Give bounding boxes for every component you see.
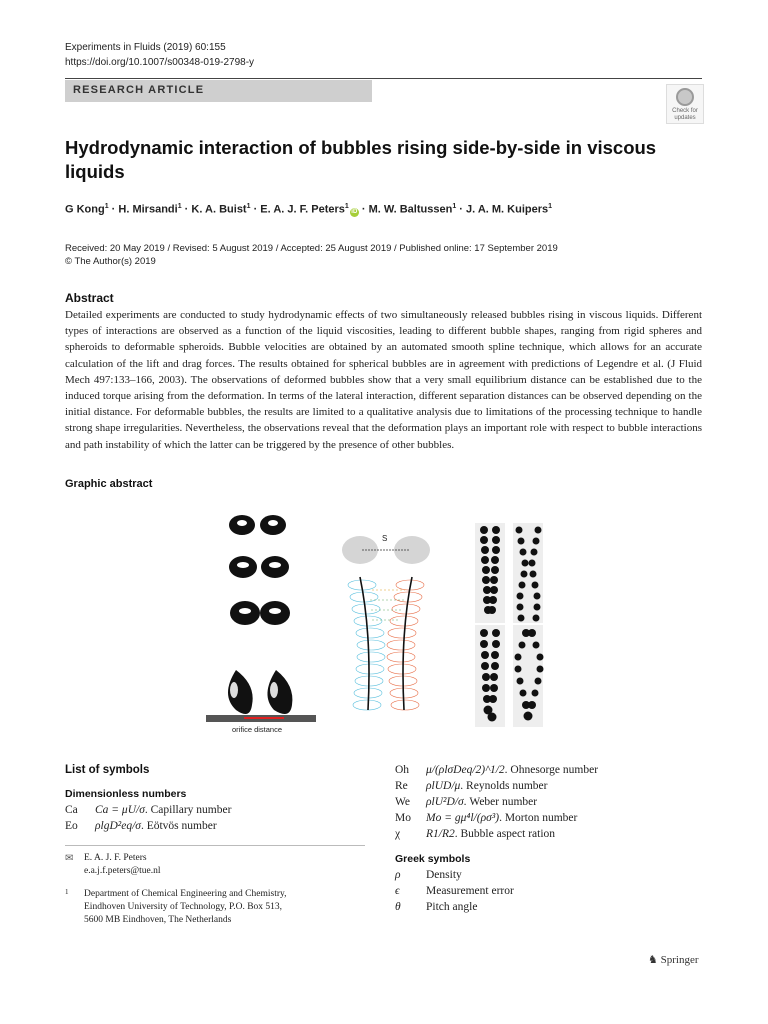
bubble-pairs-panel bbox=[206, 515, 316, 734]
abstract-text: Detailed experiments are conducted to study hydrodynamic effects of two simultaneously released bubbles rising in viscous liquids. Different types of interactions are observed as a function of the liquid viscosities, leading to different bubble shapes, ranging from rigid spheres and spheroids to deformable spheroids. Bubble velocities are obtained by an automated smooth spline technique, which allows for an accurate calculation of the lift and drag forces. The results obtained for spherical bubbles are in agreement with predictions of Legendre et al. (J Fluid Mech 497:133–166, 2003). The observations of deformed bubbles show that a very small equilibrium distance can be established due to the induced torque arising from the deformation. In terms of the lateral interaction, different separation distances can be observed depending on the initial distance. For deformable bubbles, the results are limited to a qualitative analysis due to limitations of the processing technique to handle strong shape irregularities. Nevertheless, the observations reveal that the deformation plays an important role with respect to bubble interactions and path instability of which the latter can be triggered by the presence of other bubbles. bbox=[65, 309, 702, 451]
journal-citation: Experiments in Fluids (2019) 60:155 bbox=[65, 42, 226, 53]
author-list: G Kong$^1$ · H. Mirsandi$^1$ · K. A. Buist$^1$ · E. A. J. F. Peters$^1$iD · M. W. Baltussen$^1$ · J. A. M. Kuipers$^1$ bbox=[65, 203, 553, 216]
symbol-row-re: Re ρlUD/μ. Reynolds number bbox=[395, 780, 548, 792]
symbol-row-mo: Mo Mo = gμ⁴l/(ρσ³). Morton number bbox=[395, 812, 578, 824]
author-name[interactable]: J. A. M. Kuipers bbox=[466, 203, 549, 216]
symbols-heading: List of symbols bbox=[65, 764, 150, 776]
symbol-row-ca: Ca Ca = μU/σ. Capillary number bbox=[65, 804, 232, 816]
author-name[interactable]: E. A. J. F. Peters bbox=[260, 203, 345, 216]
publisher-logo: ♞ Springer bbox=[648, 954, 699, 966]
symbol-row-we: We ρlU²D/σ. Weber number bbox=[395, 796, 538, 808]
author-name[interactable]: K. A. Buist bbox=[191, 203, 247, 216]
bubble-chain-panel bbox=[475, 523, 544, 727]
symbol-row-rho: ρ Density bbox=[395, 869, 462, 881]
symbol-row-epsilon: ϵ Measurement error bbox=[395, 885, 514, 897]
article-type-label: RESEARCH ARTICLE bbox=[73, 84, 205, 96]
publication-dates: Received: 20 May 2019 / Revised: 5 August 2019 / Accepted: 25 August 2019 / Published online: 17 September 2019 © The Author(s) 2019 bbox=[65, 243, 558, 267]
greek-heading: Greek symbols bbox=[395, 853, 471, 865]
author-name[interactable]: M. W. Baltussen bbox=[368, 203, 453, 216]
dimensionless-heading: Dimensionless numbers bbox=[65, 788, 187, 800]
symbol-row-theta: θ Pitch angle bbox=[395, 901, 478, 913]
email-link[interactable]: e.a.j.f.peters@tue.nl bbox=[84, 866, 161, 876]
corresponding-author: ✉ E. A. J. F. Peters e.a.j.f.peters@tue.nl bbox=[65, 853, 161, 876]
trajectory-panel bbox=[342, 534, 430, 710]
paper-title: Hydrodynamic interaction of bubbles rising side-by-side in viscous liquids bbox=[65, 137, 657, 182]
author-name[interactable]: H. Mirsandi bbox=[118, 203, 178, 216]
orcid-icon[interactable]: iD bbox=[351, 208, 358, 215]
symbol-row-oh: Oh μ/(ρlσDeq/2)^1/2. Ohnesorge number bbox=[395, 764, 599, 776]
check-for-updates-button[interactable]: Check for updates bbox=[666, 84, 704, 124]
mail-icon: ✉ bbox=[65, 853, 74, 864]
graphic-abstract-heading: Graphic abstract bbox=[65, 478, 153, 490]
author-name[interactable]: G Kong bbox=[65, 203, 105, 216]
footnote-rule bbox=[65, 845, 365, 846]
symbol-row-eo: Eo ρlgD²eq/σ. Eötvös number bbox=[65, 820, 217, 832]
check-updates-icon bbox=[676, 88, 694, 106]
affiliation: 1 Department of Chemical Engineering and Chemistry, Eindhoven University of Technology, P.O. Box 513, 5600 MB Eindhoven, The Netherlands bbox=[65, 888, 287, 925]
journal-header bbox=[65, 40, 254, 70]
header-rule bbox=[65, 78, 702, 79]
article-type-badge bbox=[65, 80, 372, 102]
orifice-distance-label: orifice distance bbox=[232, 725, 283, 734]
graphic-abstract-figure bbox=[200, 505, 580, 737]
separation-label: S bbox=[382, 534, 388, 543]
doi-link[interactable]: https://doi.org/10.1007/s00348-019-2798-y bbox=[65, 57, 255, 68]
springer-horse-icon: ♞ bbox=[648, 954, 658, 966]
symbol-row-chi: χ R1/R2. Bubble aspect ration bbox=[395, 828, 556, 840]
abstract-heading: Abstract bbox=[65, 291, 114, 305]
copyright: © The Author(s) 2019 bbox=[65, 256, 156, 267]
